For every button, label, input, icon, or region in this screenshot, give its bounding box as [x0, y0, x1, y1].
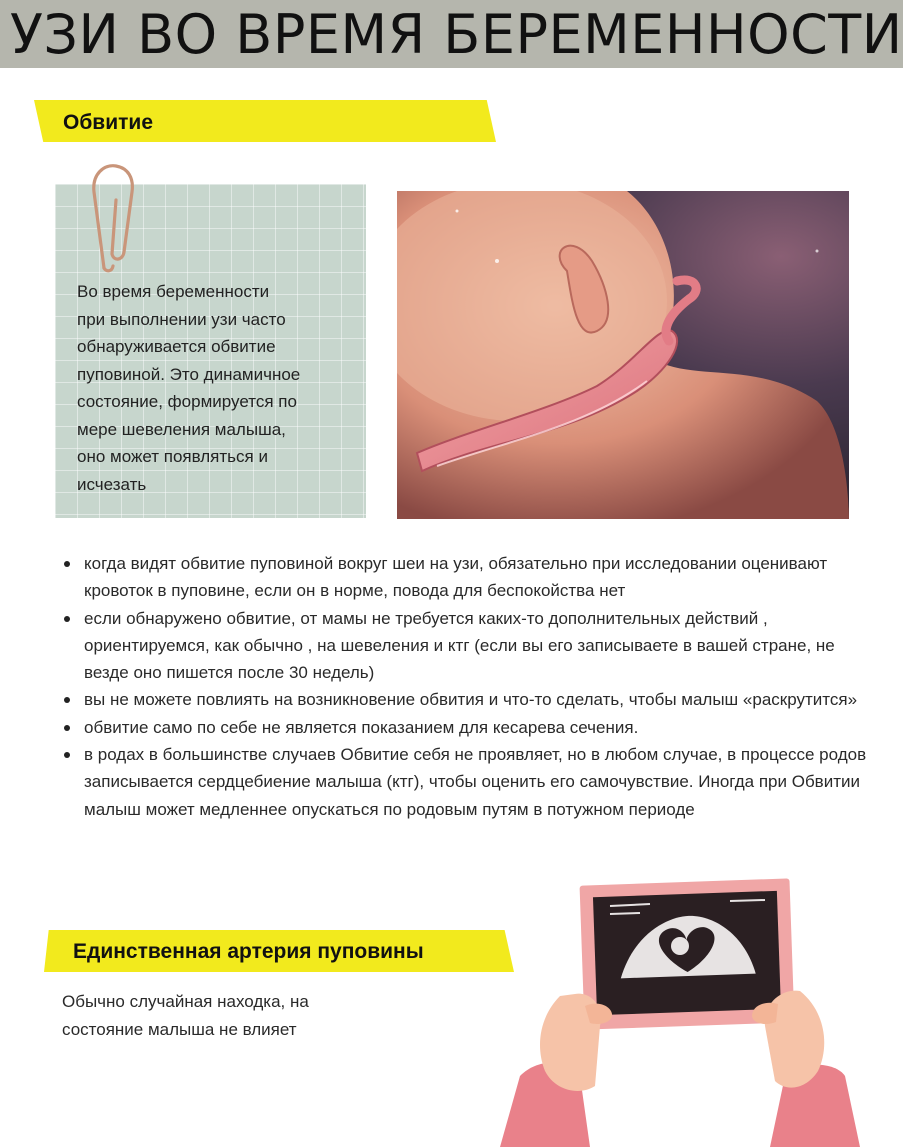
bullet-icon	[64, 616, 70, 622]
page-header	[0, 0, 903, 68]
bullet-icon	[64, 752, 70, 758]
note-line: оно может появляться и	[77, 447, 268, 466]
note-line: исчезать	[77, 474, 147, 494]
note-text	[77, 278, 352, 498]
section-heading-single-umbilical-artery: Единственная артерия пуповины	[73, 940, 424, 963]
note-line: Во время беременности	[77, 282, 270, 301]
list-item	[62, 550, 872, 605]
bullet-icon	[64, 725, 70, 731]
text-line: состояние малыша не влияет	[62, 1020, 297, 1039]
note-line: мере шевеления малыша,	[77, 419, 286, 439]
note-line: при выполнении узи часто	[77, 309, 286, 329]
section-heading-umbilical-entanglement: Обвитие	[63, 111, 153, 134]
hands-holding-ultrasound-scan	[500, 876, 860, 1147]
list-item-text: когда видят обвитие пуповиной вокруг шеи на узи, обязательно при исследовании оценивают кровоток в пуповине, если он в норме, повода для беспокойства нет	[84, 554, 828, 601]
bullet-list	[62, 550, 872, 823]
text-line: Обычно случайная находка, на	[62, 992, 309, 1011]
fetus-umbilical-cord-photo	[397, 191, 849, 519]
note-line: состояние, формируется по	[77, 392, 297, 411]
list-item	[62, 741, 872, 823]
list-item-text: обвитие само по себе не является показанием для кесарева сечения.	[84, 717, 639, 737]
bullet-icon	[64, 697, 70, 703]
section-text	[62, 988, 382, 1044]
list-item	[62, 605, 872, 687]
list-item-text: если обнаружено обвитие, от мамы не требуется каких-то дополнительных действий , ориентируемся, как обычно , на шевеления и ктг (если вы его записываете в вашей стране, не везде оно пишется после 30 недель)	[84, 608, 835, 683]
note-line: обнаруживается обвитие	[77, 337, 276, 356]
note-line: пуповиной. Это динамичное	[77, 364, 301, 384]
list-item	[62, 686, 872, 713]
page-title: УЗИ ВО ВРЕМЯ БЕРЕМЕННОСТИ	[10, 3, 903, 66]
list-item	[62, 714, 872, 741]
paperclip-icon	[82, 160, 142, 275]
bullet-icon	[64, 561, 70, 567]
list-item-text: вы не можете повлиять на возникновение обвития и что-то сделать, чтобы малыш «раскрутится»	[84, 690, 858, 710]
list-item-text: в родах в большинстве случаев Обвитие себя не проявляет, но в любом случае, в процессе родов записывается сердцебиение малыша (ктг), чтобы оценить его самочувствие. Иногда при Обвитии малыш может медленнее опускаться по родовым путям в потужном периоде	[84, 745, 867, 819]
